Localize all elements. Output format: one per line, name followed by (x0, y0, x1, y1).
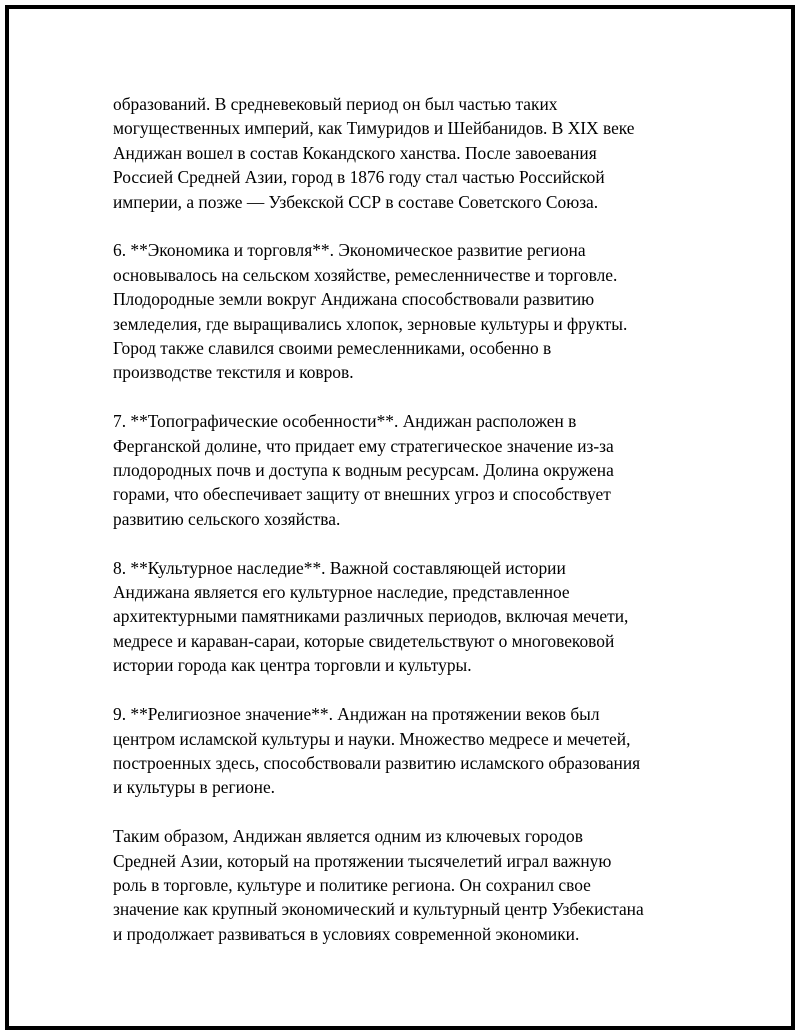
text-line: 6. **Экономика и торговля**. Экономическое развитие региона (113, 240, 586, 261)
paragraph-religious-significance (113, 702, 703, 800)
text-line: образований. В средневековый период он был частью таких (113, 94, 558, 114)
text-line: роль в торговле, культуре и политике региона. Он сохранил свое (113, 874, 591, 895)
text-line: медресе и караван-сараи, которые свидетельствуют о многовековой (113, 630, 615, 651)
paragraph-topography (113, 409, 703, 531)
text-line: земледелия, где выращивались хлопок, зерновые культуры и фрукты. (113, 313, 628, 334)
paragraph-history-continuation (113, 92, 703, 214)
paragraph-conclusion (113, 824, 703, 946)
text-line: Плодородные земли вокруг Андижана способствовали развитию (113, 289, 595, 310)
text-line: 9. **Религиозное значение**. Андижан на протяжении веков был (113, 704, 600, 725)
text-line: Россией Средней Азии, город в 1876 году стал частью Российской (113, 167, 605, 188)
document-body (113, 92, 703, 971)
text-line: 7. **Топографические особенности**. Андижан расположен в (113, 411, 577, 432)
text-line: значение как крупный экономический и культурный центр Узбекистана (113, 899, 644, 920)
text-line: и культуры в регионе. (113, 777, 276, 798)
text-line: Ферганской долине, что придает ему стратегическое значение из-за (113, 435, 614, 456)
text-line: могущественных империй, как Тимуридов и Шейбанидов. В XIX веке (113, 118, 635, 139)
text-line: Андижан вошел в состав Кокандского ханства. После завоевания (113, 142, 597, 163)
text-line: плодородных почв и доступа к водным ресурсам. Долина окружена (113, 460, 614, 481)
paragraph-cultural-heritage (113, 556, 703, 678)
paragraph-economy (113, 238, 703, 384)
text-line: и продолжает развиваться в условиях современной экономики. (113, 923, 580, 944)
text-line: Таким образом, Андижан является одним из ключевых городов (113, 826, 583, 847)
text-line: развитию сельского хозяйства. (113, 508, 341, 529)
text-line: центром исламской культуры и науки. Множество медресе и мечетей, (113, 728, 631, 749)
text-line: истории города как центра торговли и культуры. (113, 655, 472, 676)
text-line: Средней Азии, который на протяжении тысячелетий играл важную (113, 850, 612, 871)
text-line: производстве текстиля и ковров. (113, 362, 354, 383)
text-line: Андижана является его культурное наследие, представленное (113, 582, 570, 603)
text-line: Город также славился своими ремесленниками, особенно в (113, 338, 552, 359)
text-line: империи, а позже — Узбекской ССР в составе Советского Союза. (113, 191, 599, 212)
text-line: архитектурными памятниками различных периодов, включая мечети, (113, 606, 629, 627)
text-line: основывалось на сельском хозяйстве, ремесленничестве и торговле. (113, 264, 618, 285)
text-line: построенных здесь, способствовали развитию исламского образования (113, 752, 641, 773)
text-line: 8. **Культурное наследие**. Важной составляющей истории (113, 557, 566, 578)
text-line: горами, что обеспечивает защиту от внешних угроз и способствует (113, 484, 611, 505)
